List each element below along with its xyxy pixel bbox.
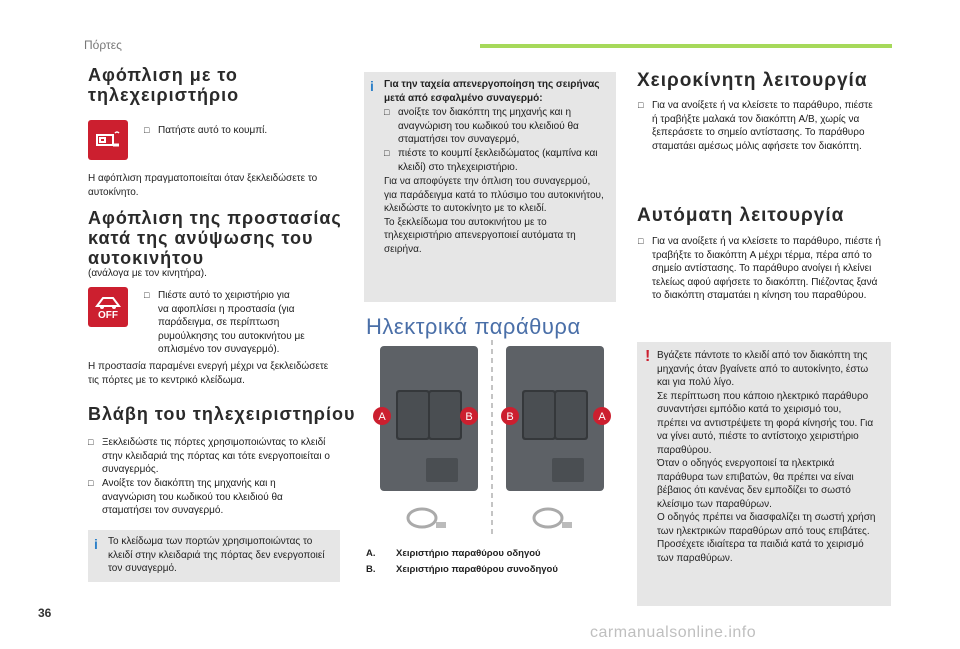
section-title-remote-disarm: Αφόπλιση με το τηλεχειριστήριο (88, 65, 240, 105)
callout-b-right: B (506, 411, 514, 423)
engine-note: (ανάλογα με τον κινητήρα). (88, 268, 207, 279)
window-switch-illustration (366, 340, 618, 540)
info-box-siren: i Για την ταχεία απενεργοποίηση της σειρήνας μετά από εσφαλμένο συναγερμό: □ ανοίξτε τον διακόπτη της μηχανής και η αναγνώριση του κωδικού του κλειδιού θα σταματήσει τον συναγερμό, □ πιέστε το κουμπί ξεκλειδώματος (καμπίνα και κλειδί) στο τηλεχειριστήριο. Για να αποφύγετε την όπλιση του συναγερμού, για παράδειγμα κατά το πλύσιμο του αυτοκινήτου, κλειδώστε το αυτοκίνητο με το κλειδί. Το ξεκλείδωμα του αυτοκινήτου με το τηλεχειριστήριο απενεργοποιεί αυτόματα τη σειρήνα. (364, 72, 616, 302)
warning-icon: ! (645, 348, 651, 365)
paragraph: Η αφόπλιση πραγματοποιείται όταν ξεκλειδώσετε το αυτοκίνητο. (88, 173, 318, 198)
list-item: □ Για να ανοίξετε ή να κλείσετε το παράθυρο, πιέστε ή τραβήξτε μαλακά τον διακόπτη A/B, χωρίς να ξεπεράσετε το σημείο αντίστασης. Το παράθυρο σταματάει αμέσως μόλις αφήσετε τον διακόπτη. (638, 100, 873, 152)
list-item: □ ανοίξτε τον διακόπτη της μηχανής και η αναγνώριση του κωδικού του κλειδιού θα σταματήσει τον συναγερμό, (384, 107, 579, 145)
list-item: □ Για να ανοίξετε ή να κλείσετε το παράθυρο, πιέστε ή τραβήξτε το διακόπτη A μέχρι τέρμα, πέρα από το σημείο αντίστασης. Το παράθυρο ανοίγει ή κλείνει τελείως αφού αφήσετε το διακόπτη. Πιέζοντας ξανά το διακόπτη σταματάει η κίνηση του παραθύρου. (638, 236, 881, 301)
callout-b-left: B (465, 411, 473, 423)
info-icon: i (94, 536, 98, 552)
list-item: □ Πιέστε αυτό το χειριστήριο για να αφοπλίσει η προστασία (για παράδειγμα, σε περίπτωση ρυμούλκησης του αυτοκινήτου με οπλισμένο τον συναγερμό). (144, 290, 305, 355)
legend-item: A. Χειριστήριο παραθύρου οδηγού (366, 548, 541, 559)
info-icon: i (370, 78, 374, 94)
remote-unlock-icon (88, 120, 128, 160)
page-number: 36 (38, 606, 52, 620)
list-item: □ Πατήστε αυτό το κουμπί. (144, 125, 268, 136)
paragraph: Η προστασία παραμένει ενεργή μέχρι να ξεκλειδώσετε τις πόρτες με το κεντρικό κλείδωμα. (88, 361, 329, 386)
watermark: carmanualsonline.info (590, 624, 757, 641)
tilt-protection-off-icon: OFF (88, 287, 128, 327)
list-item: □ Ξεκλειδώστε τις πόρτες χρησιμοποιώντας το κλειδί στην κλειδαριά της πόρτας και τότε ενεργοποιείται ο συναγερμός. (88, 437, 330, 475)
info-box: i Το κλείδωμα των πορτών χρησιμοποιώντας το κλειδί στην κλειδαριά της πόρτας δεν ενεργοποιεί τον συναγερμό. (88, 530, 340, 582)
chapter-title: Πόρτες (84, 38, 122, 52)
list-item: □ Ανοίξτε τον διακόπτη της μηχανής και η αναγνώριση του κωδικού του κλειδιού θα σταματήσει τον συναγερμό. (88, 478, 283, 516)
header-accent-bar (480, 44, 892, 48)
list-item: □ πιέστε το κουμπί ξεκλειδώματος (καμπίνα και κλειδί) στο τηλεχειριστήριο. (384, 148, 598, 173)
callout-a-right: A (598, 411, 606, 423)
section-title-auto-mode: Αυτόματη λειτουργία (637, 205, 845, 226)
section-title-manual-mode: Χειροκίνητη λειτουργία (637, 70, 868, 91)
warning-box: ! Βγάζετε πάντοτε το κλειδί από τον διακόπτη της μηχανής όταν βγαίνετε από το αυτοκίνητο, έστω και για πολύ λίγο. Σε περίπτωση που κάποιο ηλεκτρικό παράθυρο συναντήσει εμπόδιο κατά το χειρισμό του, πρέπει να αντιστρέψετε τη φορά κίνησής του. Για να γίνει αυτό, πιέστε το αντίστοιχο χειριστήριο παραθύρου. Όταν ο οδηγός ενεργοποιεί τα ηλεκτρικά παράθυρα των επιβατών, θα πρέπει να είναι βέβαιος ότι κανένας δεν εμποδίζει το σωστό κλείσιμο των παραθύρων. Ο οδηγός πρέπει να διασφαλίζει τη σωστή χρήση των ηλεκτρικών παραθύρων από τους επιβάτες. Προσέχετε ιδιαίτερα τα παιδιά κατά το χειρισμό των παραθύρων. (637, 342, 891, 606)
callout-a-left: A (378, 411, 386, 423)
section-title-remote-fault: Βλάβη του τηλεχειριστηρίου (88, 404, 356, 424)
section-title-tilt-disarm: Αφόπλιση της προστασίας κατά της ανύψωσης του αυτοκινήτου (88, 208, 342, 268)
section-title-electric-windows: Ηλεκτρικά παράθυρα (366, 314, 581, 339)
legend-item: B. Χειριστήριο παραθύρου συνοδηγού (366, 564, 558, 575)
